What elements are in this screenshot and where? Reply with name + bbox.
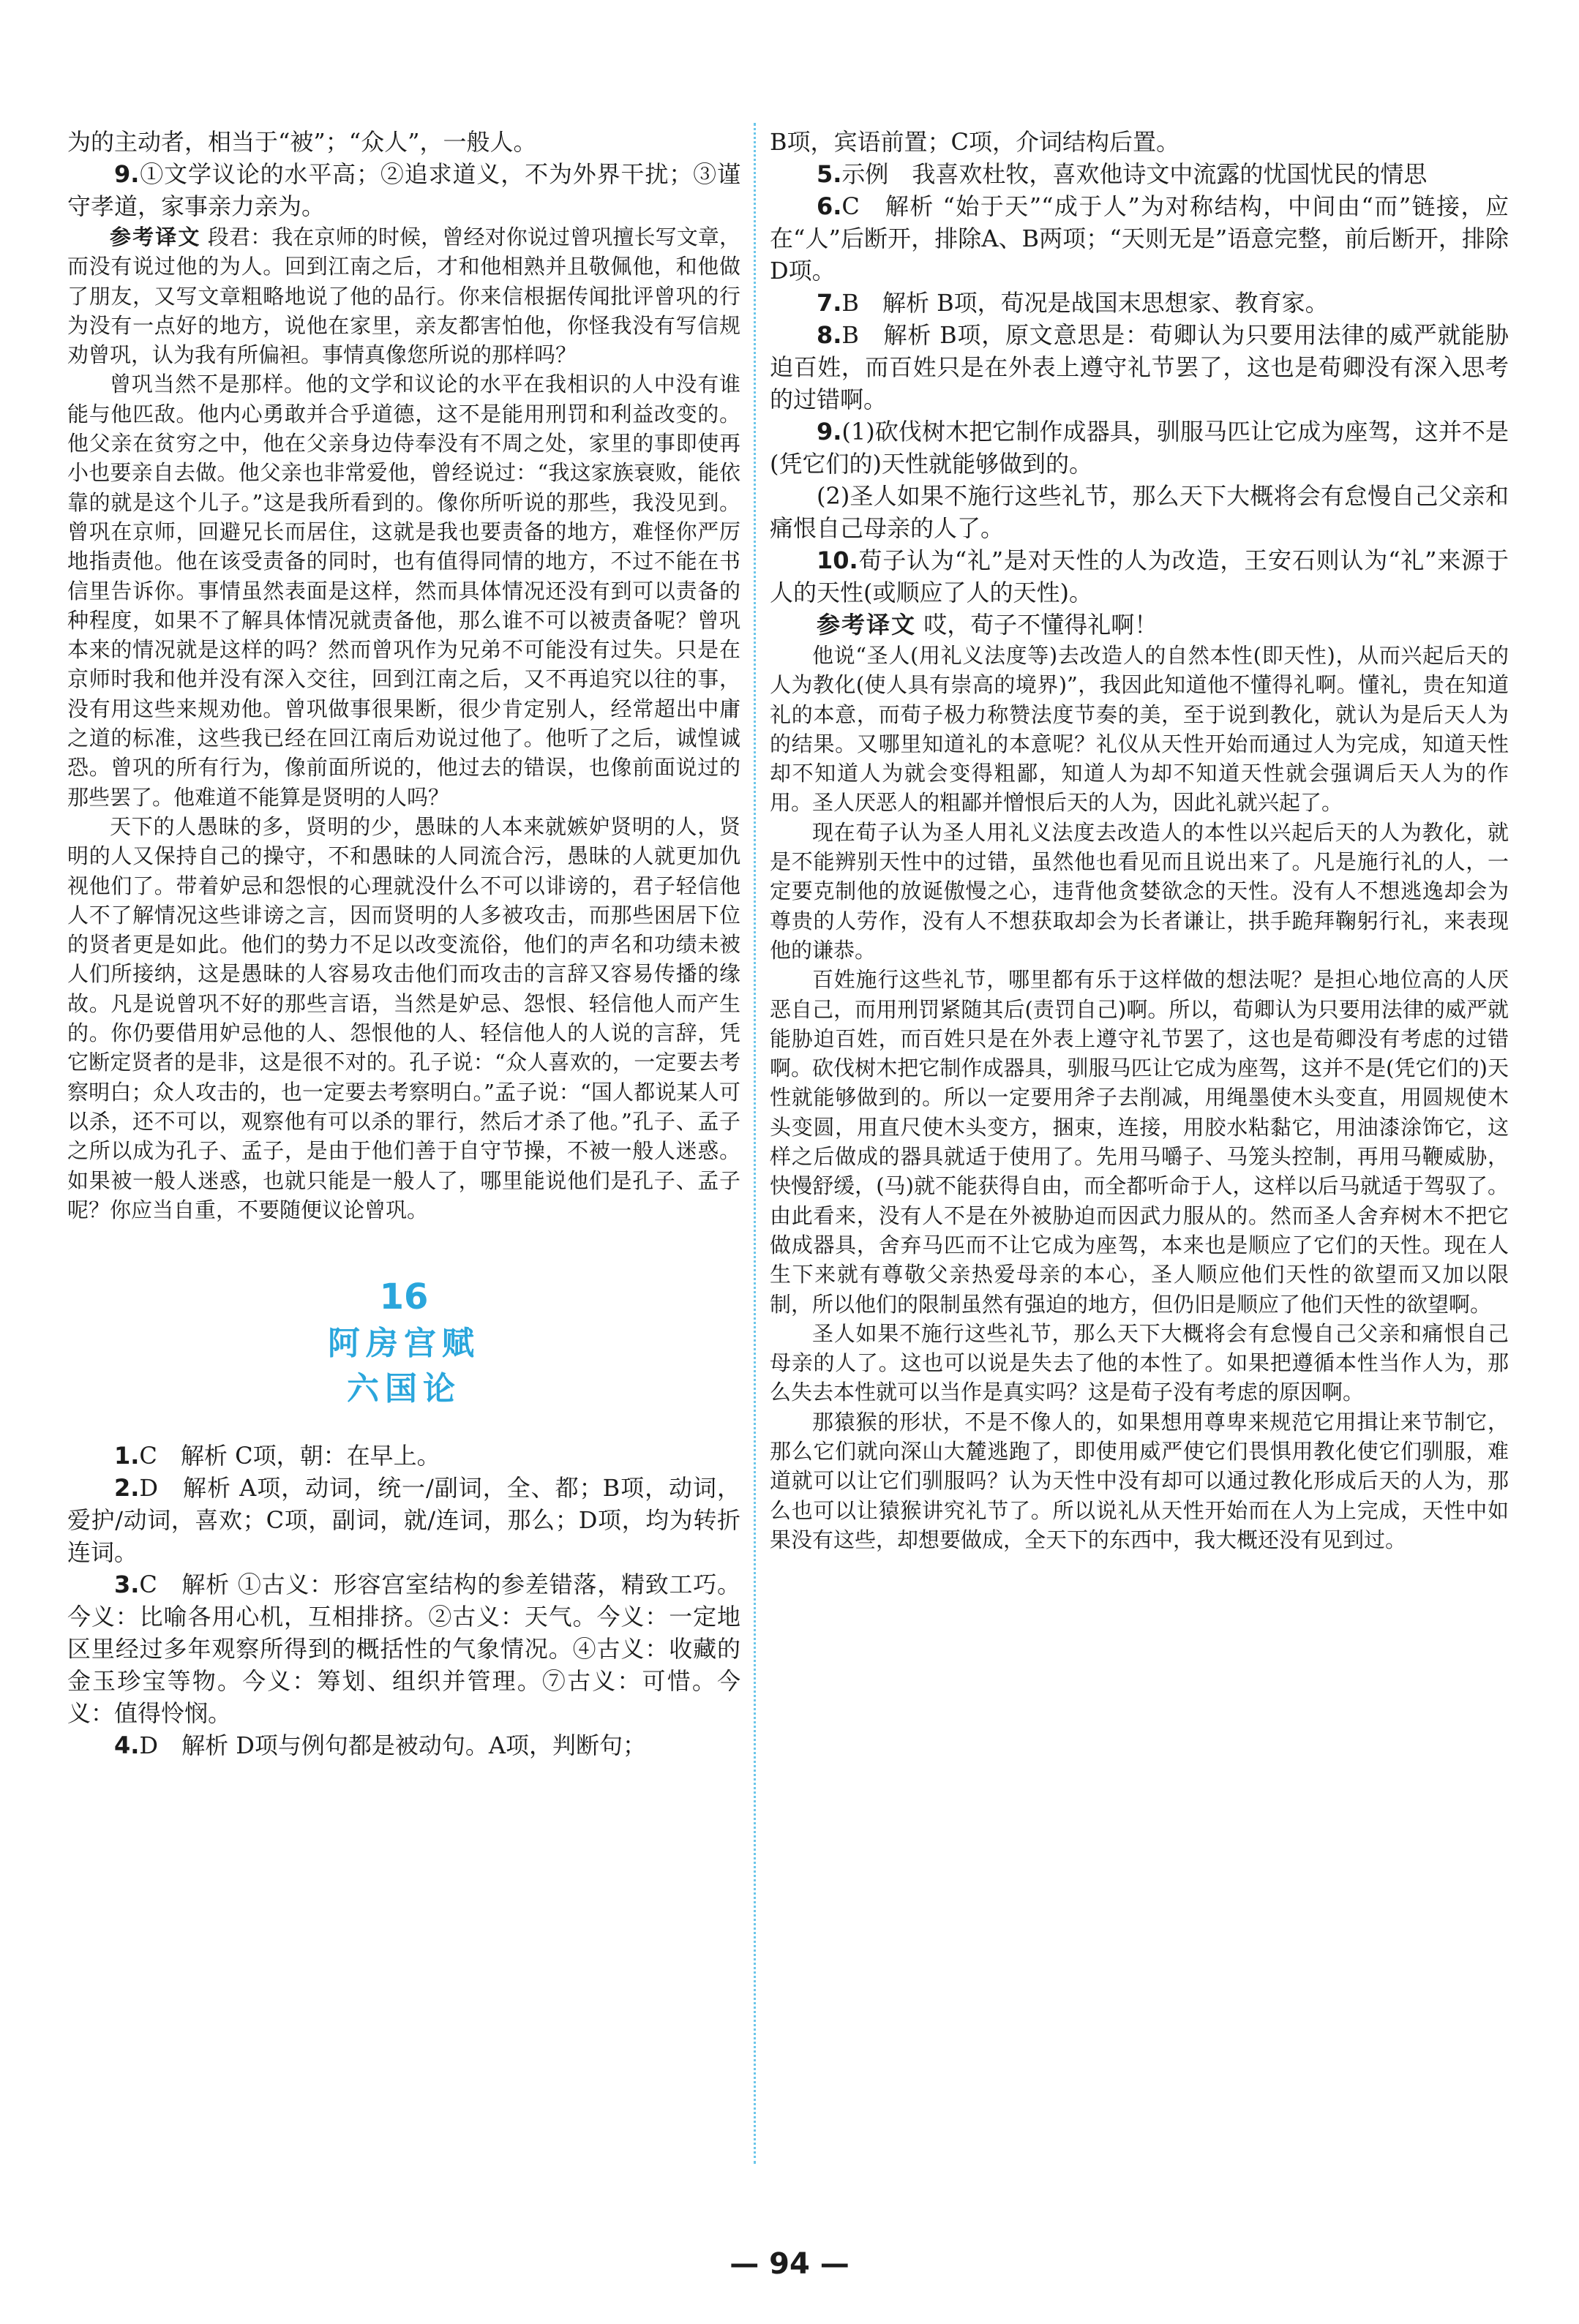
answer-9-part-1 — [770, 415, 1509, 480]
answer-8-text: B 解析 B项，原文意思是：荀卿认为只要用法律的威严就能胁迫百姓，而百姓只是在外表上遵守礼节罢了，这也是荀卿没有深入思考的过错啊。 — [770, 321, 1509, 413]
answer-7-number: 7. — [817, 289, 842, 317]
answer-5 — [770, 158, 1509, 190]
answer-2-number: 2. — [114, 1474, 140, 1503]
left-column — [67, 126, 740, 1761]
answer-10-text: 荀子认为“礼”是对天性的人为改造，王安石则认为“礼”来源于人的天性(或顺应了人的天性)。 — [770, 546, 1509, 606]
translation-label: 参考译文 — [817, 611, 917, 639]
answer-4 — [67, 1729, 740, 1761]
answer-5-text: 示例 我喜欢杜牧，喜欢他诗文中流露的忧国忧民的情思 — [841, 160, 1428, 188]
column-divider — [754, 123, 756, 2164]
section-title-1: 阿房宫赋 — [328, 1325, 480, 1363]
answer-7 — [770, 287, 1509, 319]
translation-intro-text: 哎，荀子不懂得礼啊！ — [923, 611, 1158, 639]
translation-para-2: 现在荀子认为圣人用礼义法度去改造人的本性以兴起后天的人为教化，就是不能辨别天性中的过错，虽然他也看见而且说出来了。凡是施行礼的人，一定要克制他的放诞傲慢之心，违背他贪婪欲念的天性。没有人不想逃逸却会为尊贵的人劳作，没有人不想获取却会为长者谦让，拱手跪拜鞠躬行礼，来表现他的谦恭。 — [770, 819, 1509, 963]
translation-para-3: 天下的人愚昧的多，贤明的少，愚昧的人本来就嫉妒贤明的人，贤明的人又保持自己的操守，不和愚昧的人同流合污，愚昧的人就更加仇视他们了。带着妒忌和怨恨的心理就没什么不可以诽谤的，君子轻信他人不了解情况这些诽谤之言，因而贤明的人多被攻击，而那些困居下位的贤者更是如此。他们的势力不足以改变流俗，他们的声名和功绩未被人们所接纳，这是愚昧的人容易攻击他们而攻击的言辞又容易传播的缘故。凡是说曾巩不好的那些言语，当然是妒忌、怨恨、轻信他人而产生的。你仍要借用妒忌他的人、怨恨他的人、轻信他人的人说的言辞，凭它断定贤者的是非，这是很不对的。孔子说：“众人喜欢的，一定要去考察明白；众人攻击的，也一定要去考察明白。”孟子说：“国人都说某人可以杀，还不可以，观察他有可以杀的罪行，然后才杀了他。”孔子、孟子之所以成为孔子、孟子，是由于他们善于自守节操，不被一般人迷惑。如果被一般人迷惑，也就只能是一般人了，哪里能说他们是孔子、孟子呢？你应当自重，不要随便议论曾巩。 — [67, 813, 740, 1222]
answer-6 — [770, 190, 1509, 287]
translation-para-2: 曾巩当然不是那样。他的文学和议论的水平在我相识的人中没有谁能与他匹敌。他内心勇敢并合乎道德，这不是能用刑罚和利益改变的。他父亲在贫穷之中，他在父亲身边侍奉没有不周之处，家里的事即使再小也要亲自去做。他父亲也非常爱他，曾经说过：“我这家族衰败，能依靠的就是这个儿子。”这是我所看到的。像你所听说的那些，我没见到。曾巩在京师，回避兄长而居住，这就是我也要责备的地方，难怪你严厉地指责他。他在该受责备的同时，也有值得同情的地方，不过不能在书信里告诉你。事情虽然表面是这样，然而具体情况还没有到可以责备的种程度，如果不了解具体情况就责备他，那么谁不可以被责备呢？曾巩本来的情况就是这样的吗？然而曾巩作为兄弟不可能没有过失。只是在京师时我和他并没有深入交往，回到江南之后，又不再追究以往的事，没有用这些来规劝他。曾巩做事很果断，很少肯定别人，经常超出中庸之道的标准，这些我已经在回江南后劝说过他了。他听了之后，诚惶诚恐。曾巩的所有行为，像前面所说的，他过去的错误，也像前面说过的那些罢了。他难道不能算是贤明的人吗？ — [67, 372, 740, 810]
answer-9-text: (1)砍伐树木把它制作成器具，驯服马匹让它成为座驾，这并不是(凭它们的)天性就能够做到的。 — [770, 418, 1509, 478]
answer-1-number: 1. — [114, 1442, 140, 1470]
right-column — [770, 126, 1509, 1554]
page-number: — 94 — — [730, 2247, 849, 2281]
answer-8 — [770, 319, 1509, 415]
answer-2-text: D 解析 A项，动词，统一/副词，全、都；B项，动词，爱护/动词，喜欢；C项，副词，就/连词，那么；D项，均为转折连词。 — [67, 1474, 740, 1567]
answer-9-number: 9. — [817, 418, 842, 445]
answer-10-number: 10. — [817, 546, 858, 574]
section-title-2: 六国论 — [347, 1370, 461, 1408]
answer-2 — [67, 1472, 740, 1568]
answer-8-number: 8. — [817, 321, 842, 349]
answer-3-text: C 解析 ①古义：形容宫室结构的参差错落，精致工巧。今义：比喻各用心机，互相排挤。②古义：天气。今义：一定地区里经过多年观察所得到的概括性的气象情况。④古义：收藏的金玉珍宝等物。今义：筹划、组织并管理。⑦古义：可惜。今义：值得怜悯。 — [67, 1571, 740, 1728]
answer-3-number: 3. — [114, 1571, 140, 1599]
answer-3 — [67, 1568, 740, 1729]
answer-continuation: 为的主动者，相当于“被”；“众人”，一般人。 — [67, 128, 537, 156]
answer-1-text: C 解析 C项，朝：在早上。 — [139, 1442, 440, 1470]
answer-9-text: ①文学议论的水平高；②追求道义，不为外界干扰；③谨守孝道，家事亲力亲为。 — [67, 160, 740, 220]
translation-para-4: 圣人如果不施行这些礼节，那么天下大概将会有怠慢自己父亲和痛恨自己母亲的人了。这也可以说是失去了他的本性了。如果把遵循本性当作人为，那么失去本性就可以当作是真实吗？这是荀子没有考虑的原因啊。 — [770, 1320, 1509, 1405]
answer-6-text: C 解析 “始于天”“成于人”为对称结构，中间由“而”链接，应在“人”后断开，排除A、B两项；“天则无是”语意完整，前后断开，排除D项。 — [770, 192, 1509, 285]
translation-text-1: 段君：我在京师的时候，曾经对你说过曾巩擅长写文章，而没有说过他的为人。回到江南之后，才和他相熟并且敬佩他，和他做了朋友，又写文章粗略地说了他的品行。你来信根据传闻批评曾巩的行为没有一点好的地方，说他在家里，亲友都害怕他，你怪我没有写信规劝曾巩，认为我有所偏袒。事情真像您所说的那样吗？ — [67, 225, 740, 368]
translation-para-5: 那猿猴的形状，不是不像人的，如果想用尊卑来规范它用揖让来节制它，那么它们就向深山大麓逃跑了，即使用威严使它们畏惧用教化使它们驯服，难道就可以让它们驯服吗？认为天性中没有却可以通过教化形成后天的人为，那么也可以让猿猴讲究礼节了。所以说礼从天性开始而在人为上完成，天性中如果没有这些，却想要做成，全天下的东西中，我大概还没有见到过。 — [770, 1409, 1509, 1552]
translation-intro — [770, 609, 1509, 641]
answer-9 — [67, 158, 740, 222]
translation-para-1 — [67, 222, 740, 369]
translation-label: 参考译文 — [110, 225, 201, 249]
answer-9-part-2: (2)圣人如果不施行这些礼节，那么天下大概将会有怠慢自己父亲和痛恨自己母亲的人了。 — [770, 482, 1509, 542]
answer-4-continuation: B项，宾语前置；C项，介词结构后置。 — [770, 128, 1180, 156]
answer-4-text: D 解析 D项与例句都是被动句。A项，判断句； — [139, 1731, 647, 1760]
section-number: 16 — [379, 1276, 429, 1318]
answer-4-number: 4. — [114, 1731, 140, 1760]
answer-1 — [67, 1440, 740, 1472]
translation-para-3: 百姓施行这些礼节，哪里都有乐于这样做的想法呢？是担心地位高的人厌恶自己，而用刑罚紧随其后(责罚自己)啊。所以，荀卿认为只要用法律的威严就能胁迫百姓，而百姓只是在外表上遵守礼节罢了，这也是荀卿没有考虑的过错啊。砍伐树木把它制作成器具，驯服马匹让它成为座驾，这并不是(凭它们的)天性就能够做到的。所以一定要用斧子去削减，用绳墨使木头变直，用圆规使木头变圆，用直尺使木头变方，捆束，连接，用胶水粘黏它，用油漆涂饰它，这样之后做成的器具就适于使用了。先用马嚼子、马笼头控制，再用马鞭威胁，快慢舒缓，(马)就不能获得自由，而全都听命于人，这样以后马就适于驾驭了。由此看来，没有人不是在外被胁迫而因武力服从的。然而圣人舍弃树木不把它做成器具，舍弃马匹而不让它成为座驾，本来也是顺应了它们的天性。现在人生下来就有尊敬父亲热爱母亲的本心，圣人顺应他们天性的欲望而又加以限制，所以他们的限制虽然有强迫的地方，但仍旧是顺应了他们天性的欲望啊。 — [770, 967, 1509, 1317]
translation-para-1: 他说“圣人(用礼义法度等)去改造人的自然本性(即天性)，从而兴起后天的人为教化(使人具有崇高的境界)”，我因此知道他不懂得礼啊。懂礼，贵在知道礼的本意，而荀子极力称赞法度节奏的美，至于说到教化，就认为是后天人为的结果。又哪里知道礼的本意呢？礼仪从天性开始而通过人为完成，知道天性却不知道人为就会变得粗鄙，知道人为却不知道天性就会强调后天人为的作用。圣人厌恶人的粗鄙并憎恨后天的人为，因此礼就兴起了。 — [770, 643, 1509, 816]
answer-9-number: 9. — [114, 160, 140, 188]
answer-10 — [770, 544, 1509, 609]
answer-7-text: B 解析 B项，荀况是战国末思想家、教育家。 — [841, 289, 1329, 317]
answer-6-number: 6. — [817, 192, 842, 220]
answer-5-number: 5. — [817, 160, 842, 188]
